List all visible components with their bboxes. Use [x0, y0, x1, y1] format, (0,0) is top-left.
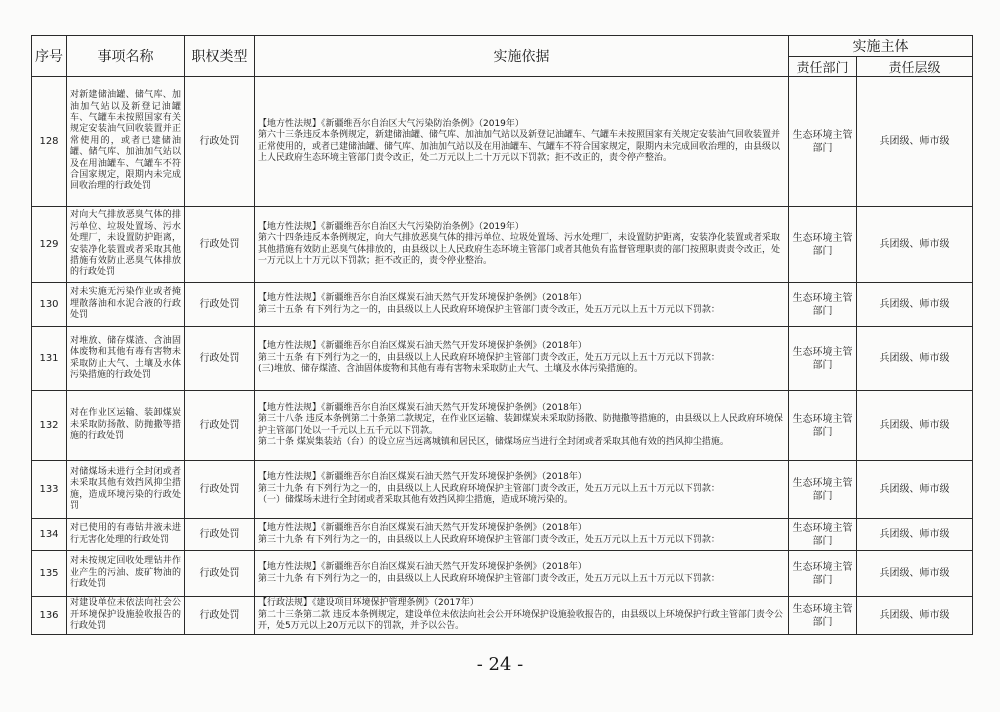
authority-type: 行政处罚	[185, 597, 255, 635]
responsible-dept: 生态环境主管部门	[789, 327, 857, 391]
basis-paragraph: 【地方性法规】《新疆维吾尔自治区大气污染防治条例》（2019年）	[258, 221, 524, 232]
row-number: 133	[32, 461, 67, 519]
table-row	[32, 519, 973, 551]
basis-paragraph: 【地方性法规】《新疆维吾尔自治区煤炭石油天然气开发环境保护条例》（2018年）	[258, 562, 587, 573]
basis-paragraph: 第六十四条违反本条例规定，向大气排放恶臭气体的排污单位、垃圾处置场、污水处理厂，未设置防护距离，安装净化装置或者采取其他措施有效防止恶臭气体排放的，由县级以上人民政府生态环境主管部门或者其他负有监督管理职责的部门按照职责责令改正，处一万元以上十万元以下罚款；拒不改正的，责令停业整治。	[258, 233, 781, 266]
implementation-basis	[255, 597, 789, 635]
implementation-basis	[255, 519, 789, 551]
implementation-basis	[255, 461, 789, 519]
table-row	[32, 461, 973, 519]
implementation-basis	[255, 207, 789, 283]
basis-paragraph: 【地方性法规】《新疆维吾尔自治区大气污染防治条例》（2019年）	[258, 118, 524, 129]
authority-type: 行政处罚	[185, 461, 255, 519]
responsible-level: 兵团级、师市级	[857, 283, 973, 327]
header-type: 职权类型	[185, 36, 255, 77]
basis-paragraph: 第三十九条 有下列行为之一的，由县级以上人民政府环境保护主管部门责令改正，处五万元以上五十万元以下罚款：	[258, 573, 720, 584]
authority-type: 行政处罚	[185, 391, 255, 461]
page-number: - 24 -	[476, 654, 524, 675]
responsible-dept: 生态环境主管部门	[789, 551, 857, 597]
implementation-basis	[255, 391, 789, 461]
row-number: 134	[32, 519, 67, 551]
header-dept: 责任部门	[789, 57, 857, 77]
implementation-basis	[255, 551, 789, 597]
item-name: 对未按规定回收处理钻井作业产生的污油、废矿物油的行政处罚	[67, 551, 185, 597]
basis-paragraph: 第六十三条违反本条例规定，新建储油罐、储气库、加油加气站以及新登记油罐车、气罐车未按照国家有关规定安装油气回收装置并正常使用的，或者已建储油罐、储气库、加油加气站以及在用油罐车、气罐车不符合国家规定，限期内未完成回收治理的，由县级以上人民政府生态环境主管部门责令改正，处二万元以上二十万元以下罚款；拒不改正的，责令停产整治。	[258, 130, 781, 163]
implementation-basis	[255, 327, 789, 391]
implementation-basis	[255, 283, 789, 327]
item-name: 对储煤场未进行全封闭或者未采取其他有效挡风抑尘措施，造成环境污染的行政处罚	[67, 461, 185, 519]
item-name: 对堆放、储存煤渣、含油固体废物和其他有毒有害物未采取防止大气、土壤及水体污染措施的行政处罚	[67, 327, 185, 391]
basis-paragraph: 第二十三条第二款 违反本条例规定，建设单位未依法向社会公开环境保护设施验收报告的，由县级以上环境保护行政主管部门责令公开，处5万元以上20万元以下的罚款，并予以公告。	[258, 609, 783, 632]
responsible-dept: 生态环境主管部门	[789, 461, 857, 519]
authority-type: 行政处罚	[185, 327, 255, 391]
row-number: 132	[32, 391, 67, 461]
table-row	[32, 391, 973, 461]
implementation-basis	[255, 77, 789, 207]
responsible-dept: 生态环境主管部门	[789, 283, 857, 327]
header-basis: 实施依据	[255, 36, 789, 77]
row-number: 130	[32, 283, 67, 327]
table-row	[32, 327, 973, 391]
responsible-level: 兵团级、师市级	[857, 551, 973, 597]
authority-type: 行政处罚	[185, 551, 255, 597]
table-row	[32, 551, 973, 597]
responsible-dept: 生态环境主管部门	[789, 77, 857, 207]
table-row	[32, 207, 973, 283]
basis-paragraph: 【地方性法规】《新疆维吾尔自治区煤炭石油天然气开发环境保护条例》（2018年）	[258, 402, 587, 413]
item-name: 对已使用的有毒钻井液未进行无害化处理的行政处罚	[67, 519, 185, 551]
responsible-level: 兵团级、师市级	[857, 207, 973, 283]
header-no: 序号	[32, 36, 67, 77]
header-level: 责任层级	[857, 57, 973, 77]
row-number: 135	[32, 551, 67, 597]
header-name: 事项名称	[67, 36, 185, 77]
basis-paragraph: (三)堆放、储存煤渣、含油固体废物和其他有毒有害物未采取防止大气、土壤及水体污染措施的。	[258, 364, 644, 375]
table-row	[32, 77, 973, 207]
basis-paragraph: 【行政法规】《建设项目环境保护管理条例》（2017年）	[258, 598, 479, 609]
table-body	[32, 77, 973, 635]
responsible-level: 兵团级、师市级	[857, 327, 973, 391]
responsible-dept: 生态环境主管部门	[789, 391, 857, 461]
row-number: 131	[32, 327, 67, 391]
responsible-dept: 生态环境主管部门	[789, 597, 857, 635]
basis-paragraph: （一）储煤场未进行全封闭或者采取其他有效挡风抑尘措施，造成环境污染的。	[258, 495, 574, 506]
authority-type: 行政处罚	[185, 283, 255, 327]
basis-paragraph: 【地方性法规】《新疆维吾尔自治区煤炭石油天然气开发环境保护条例》（2018年）	[258, 341, 587, 352]
basis-paragraph: 第二十条 煤炭集装站（台）的设立应当远离城镇和居民区，储煤场应当进行全封闭或者采取其他有效的挡风抑尘措施。	[258, 436, 729, 447]
responsible-level: 兵团级、师市级	[857, 597, 973, 635]
authority-table	[31, 35, 973, 635]
item-name: 对在作业区运输、装卸煤炭未采取防扬散、防抛撒等措施的行政处罚	[67, 391, 185, 461]
basis-paragraph: 第三十五条 有下列行为之一的，由县级以上人民政府环境保护主管部门责令改正，处五万元以上五十万元以下罚款：	[258, 304, 720, 315]
responsible-level: 兵团级、师市级	[857, 77, 973, 207]
header-subject: 实施主体	[789, 36, 973, 57]
responsible-dept: 生态环境主管部门	[789, 207, 857, 283]
row-number: 136	[32, 597, 67, 635]
item-name: 对建设单位未依法向社会公开环境保护设施验收报告的行政处罚	[67, 597, 185, 635]
responsible-dept: 生态环境主管部门	[789, 519, 857, 551]
responsible-level: 兵团级、师市级	[857, 519, 973, 551]
authority-type: 行政处罚	[185, 207, 255, 283]
basis-paragraph: 【地方性法规】《新疆维吾尔自治区煤炭石油天然气开发环境保护条例》（2018年）	[258, 293, 587, 304]
table-row	[32, 283, 973, 327]
basis-paragraph: 【地方性法规】《新疆维吾尔自治区煤炭石油天然气开发环境保护条例》（2018年）	[258, 472, 587, 483]
responsible-level: 兵团级、师市级	[857, 461, 973, 519]
table-row	[32, 597, 973, 635]
item-name: 对未实施无污染作业或者掩埋散落油和水泥合液的行政处罚	[67, 283, 185, 327]
item-name: 对向大气排放恶臭气体的排污单位、垃圾处置场、污水处理厂，未设置防护距离，安装净化装置或者采取其他措施有效防止恶臭气体排放的行政处罚	[67, 207, 185, 283]
row-number: 129	[32, 207, 67, 283]
basis-paragraph: 第三十九条 有下列行为之一的，由县级以上人民政府环境保护主管部门责令改正，处五万元以上五十万元以下罚款：	[258, 483, 720, 494]
basis-paragraph: 【地方性法规】《新疆维吾尔自治区煤炭石油天然气开发环境保护条例》（2018年）	[258, 523, 587, 534]
basis-paragraph: 第三十五条 有下列行为之一的，由县级以上人民政府环境保护主管部门责令改正，处五万元以上五十万元以下罚款：	[258, 352, 720, 363]
authority-type: 行政处罚	[185, 77, 255, 207]
basis-paragraph: 第三十九条 有下列行为之一的，由县级以上人民政府环境保护主管部门责令改正，处五万元以上五十万元以下罚款：	[258, 534, 720, 545]
row-number: 128	[32, 77, 67, 207]
basis-paragraph: 第三十八条 违反本条例第二十条第二款规定，在作业区运输、装卸煤炭未采取防扬散、防抛撒等措施的，由县级以上人民政府环境保护主管部门处以一千元以上五千元以下罚款。	[258, 414, 783, 436]
authority-type: 行政处罚	[185, 519, 255, 551]
item-name: 对新建储油罐、储气库、加油加气站以及新登记油罐车、气罐车未按照国家有关规定安装油气回收装置并正常使用的，或者已建储油罐、储气库、加油加气站以及在用油罐车、气罐车不符合国家规定，限期内未完成回收治理的行政处罚	[67, 77, 185, 207]
responsible-level: 兵团级、师市级	[857, 391, 973, 461]
